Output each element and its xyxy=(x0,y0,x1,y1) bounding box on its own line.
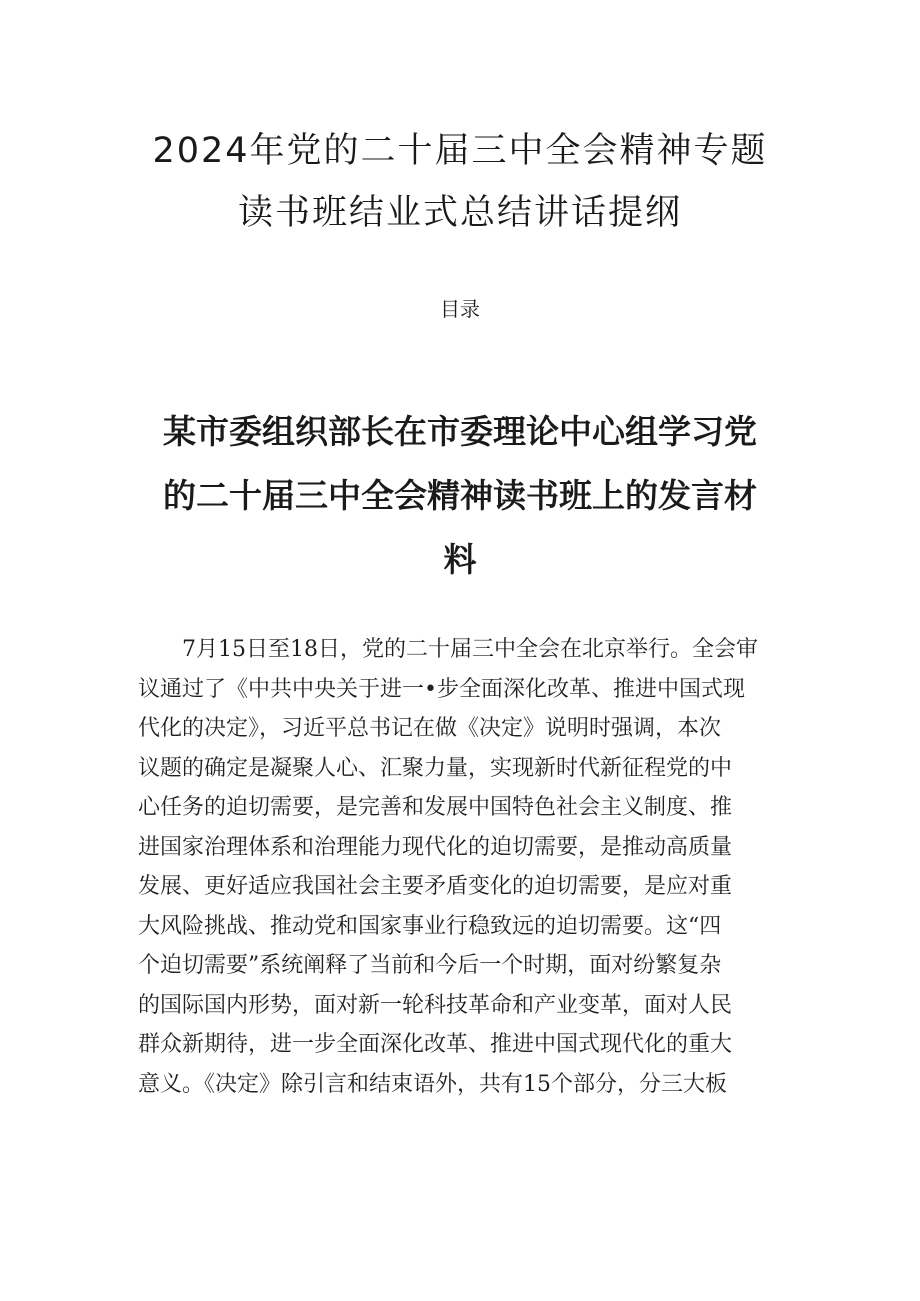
section-title-line: 的二十届三中全会精神读书班上的发言材 xyxy=(163,476,757,515)
body-line: 意义。《决定》除引言和结束语外，共有15个部分，分三大板 xyxy=(138,1071,727,1097)
body-line: 代化的决定》，习近平总书记在做《决定》说明时强调，本次 xyxy=(138,716,722,741)
body-line: 7月15日至18日，党的二十届三中全会在北京举行。全会审 xyxy=(182,637,758,662)
document-title-line: 读书班结业式总结讲话提纲 xyxy=(237,193,682,233)
body-line: 发展、更好适应我国社会主要矛盾变化的迫切需要，是应对重 xyxy=(138,874,733,899)
body-line: 议题的确定是凝聚人心、汇聚力量，实现新时代新征程党的中 xyxy=(138,755,733,781)
body-line: 的国际国内形势，面对新一轮科技革命和产业变革，面对人民 xyxy=(138,992,733,1018)
document-title xyxy=(0,120,920,244)
body-line: 心任务的迫切需要，是完善和发展中国特色社会主义制度、推 xyxy=(138,795,733,820)
body-line: 大风险挑战、推动党和国家事业行稳致远的迫切需要。这“四 xyxy=(138,913,722,939)
toc-label: 目录 xyxy=(440,297,480,321)
body-line: 群众新期待，进一步全面深化改革、推进中国式现代化的重大 xyxy=(138,1032,733,1057)
body-line: 议通过了《中共中央关于进一•步全面深化改革、推进中国式现 xyxy=(138,676,745,702)
body-line: 个迫切需要”系统阐释了当前和今后一个时期，面对纷繁复杂 xyxy=(138,953,722,978)
body-line: 进国家治理体系和治理能力现代化的迫切需要，是推动高质量 xyxy=(138,834,733,860)
section-title xyxy=(150,400,770,592)
document-title-line: 2024年党的二十届三中全会精神专题 xyxy=(152,131,768,171)
section-title-line: 某市委组织部长在市委理论中心组学习党 xyxy=(163,412,757,451)
body-paragraph xyxy=(138,630,788,1104)
section-title-line: 料 xyxy=(443,540,477,579)
